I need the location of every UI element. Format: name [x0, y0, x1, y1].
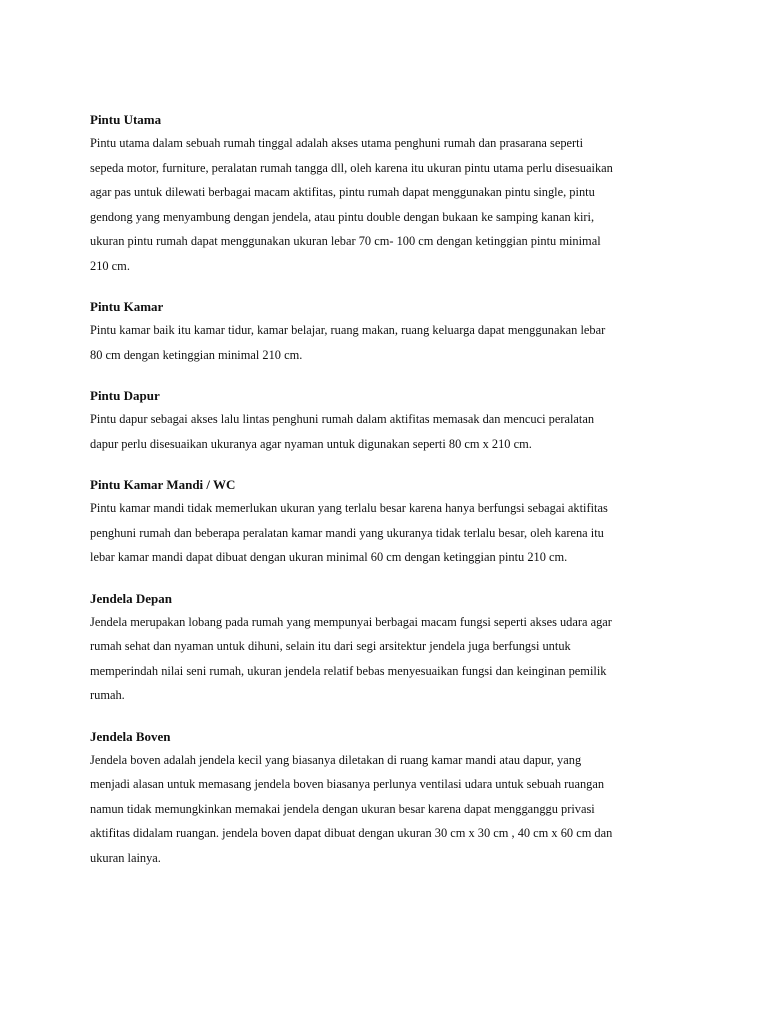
section-pintu-dapur	[90, 386, 690, 456]
section-pintu-utama	[90, 110, 690, 278]
paragraph-line: rumah.	[90, 688, 125, 702]
paragraph-line: penghuni rumah dan beberapa peralatan kamar mandi yang ukuranya tidak terlalu besar, oleh karena itu	[90, 525, 604, 540]
section-heading: Pintu Utama	[90, 112, 162, 127]
section-paragraph	[90, 131, 690, 278]
paragraph-line: rumah sehat dan nyaman untuk dihuni, selain itu dari segi arsitektur jendela juga berfungsi untuk	[90, 639, 571, 653]
paragraph-line: lebar kamar mandi dapat dibuat dengan ukuran minimal 60 cm dengan ketinggian pintu 210 cm.	[90, 550, 568, 564]
paragraph-line: gendong yang menyambung dengan jendela, atau pintu double dengan bukaan ke samping kanan kiri,	[90, 209, 595, 224]
paragraph-line: namun tidak memungkinkan memakai jendela dengan ukuran besar karena dapat mengganggu privasi	[90, 801, 595, 816]
paragraph-line: memperindah nilai seni rumah, ukuran jendela relatif bebas menyesuaikan fungsi dan keinginan pemilik	[90, 663, 607, 678]
paragraph-line: Pintu dapur sebagai akses lalu lintas penghuni rumah dalam aktifitas memasak dan mencuci peralatan	[90, 412, 595, 426]
paragraph-line: Pintu utama dalam sebuah rumah tinggal adalah akses utama penghuni rumah dan prasarana seperti	[90, 136, 584, 150]
section-heading: Pintu Kamar Mandi / WC	[90, 477, 236, 492]
section-heading: Pintu Kamar	[90, 299, 164, 314]
paragraph-line: 80 cm dengan ketinggian minimal 210 cm.	[90, 347, 303, 362]
paragraph-line: Jendela boven adalah jendela kecil yang biasanya diletakan di ruang kamar mandi atau dapur, yang	[90, 752, 582, 767]
paragraph-line: ukuran lainya.	[90, 850, 161, 865]
section-jendela-boven	[90, 727, 690, 871]
paragraph-line: Pintu kamar baik itu kamar tidur, kamar belajar, ruang makan, ruang keluarga dapat menggunakan lebar	[90, 323, 606, 337]
section-heading: Jendela Boven	[90, 728, 171, 744]
section-pintu-kamar-mandi	[90, 475, 690, 570]
paragraph-line: ukuran pintu rumah dapat menggunakan ukuran lebar 70 cm- 100 cm dengan ketinggian pintu minimal	[90, 234, 601, 248]
document-page	[90, 110, 690, 889]
section-paragraph	[90, 407, 690, 456]
paragraph-line: Pintu kamar mandi tidak memerlukan ukuran yang terlalu besar karena hanya berfungsi sebagai aktifitas	[90, 501, 608, 515]
section-jendela-depan	[90, 589, 690, 708]
paragraph-line: agar pas untuk dilewati berbagai macam aktifitas, pintu rumah dapat menggunakan pintu single, pintu	[90, 185, 595, 199]
section-heading: Jendela Depan	[90, 590, 172, 606]
section-paragraph	[90, 318, 690, 367]
paragraph-line: sepeda motor, furniture, peralatan rumah tangga dll, oleh karena itu ukuran pintu utama perlu disesuaikan	[90, 160, 613, 175]
section-heading: Pintu Dapur	[90, 388, 160, 403]
section-paragraph	[90, 610, 690, 708]
paragraph-line: aktifitas didalam ruangan. jendela boven dapat dibuat dengan ukuran 30 cm x 30 cm , 40 cm x 60 cm dan	[90, 826, 613, 840]
paragraph-line: dapur perlu disesuaikan ukuranya agar nyaman untuk digunakan seperti 80 cm x 210 cm.	[90, 436, 532, 451]
section-paragraph	[90, 748, 690, 871]
paragraph-line: menjadi alasan untuk memasang jendela boven biasanya perlunya ventilasi udara untuk sebuah ruangan	[90, 777, 605, 791]
paragraph-line: Jendela merupakan lobang pada rumah yang mempunyai berbagai macam fungsi seperti akses udara agar	[90, 614, 612, 629]
section-paragraph	[90, 496, 690, 570]
paragraph-line: 210 cm.	[90, 258, 130, 273]
section-pintu-kamar	[90, 297, 690, 367]
